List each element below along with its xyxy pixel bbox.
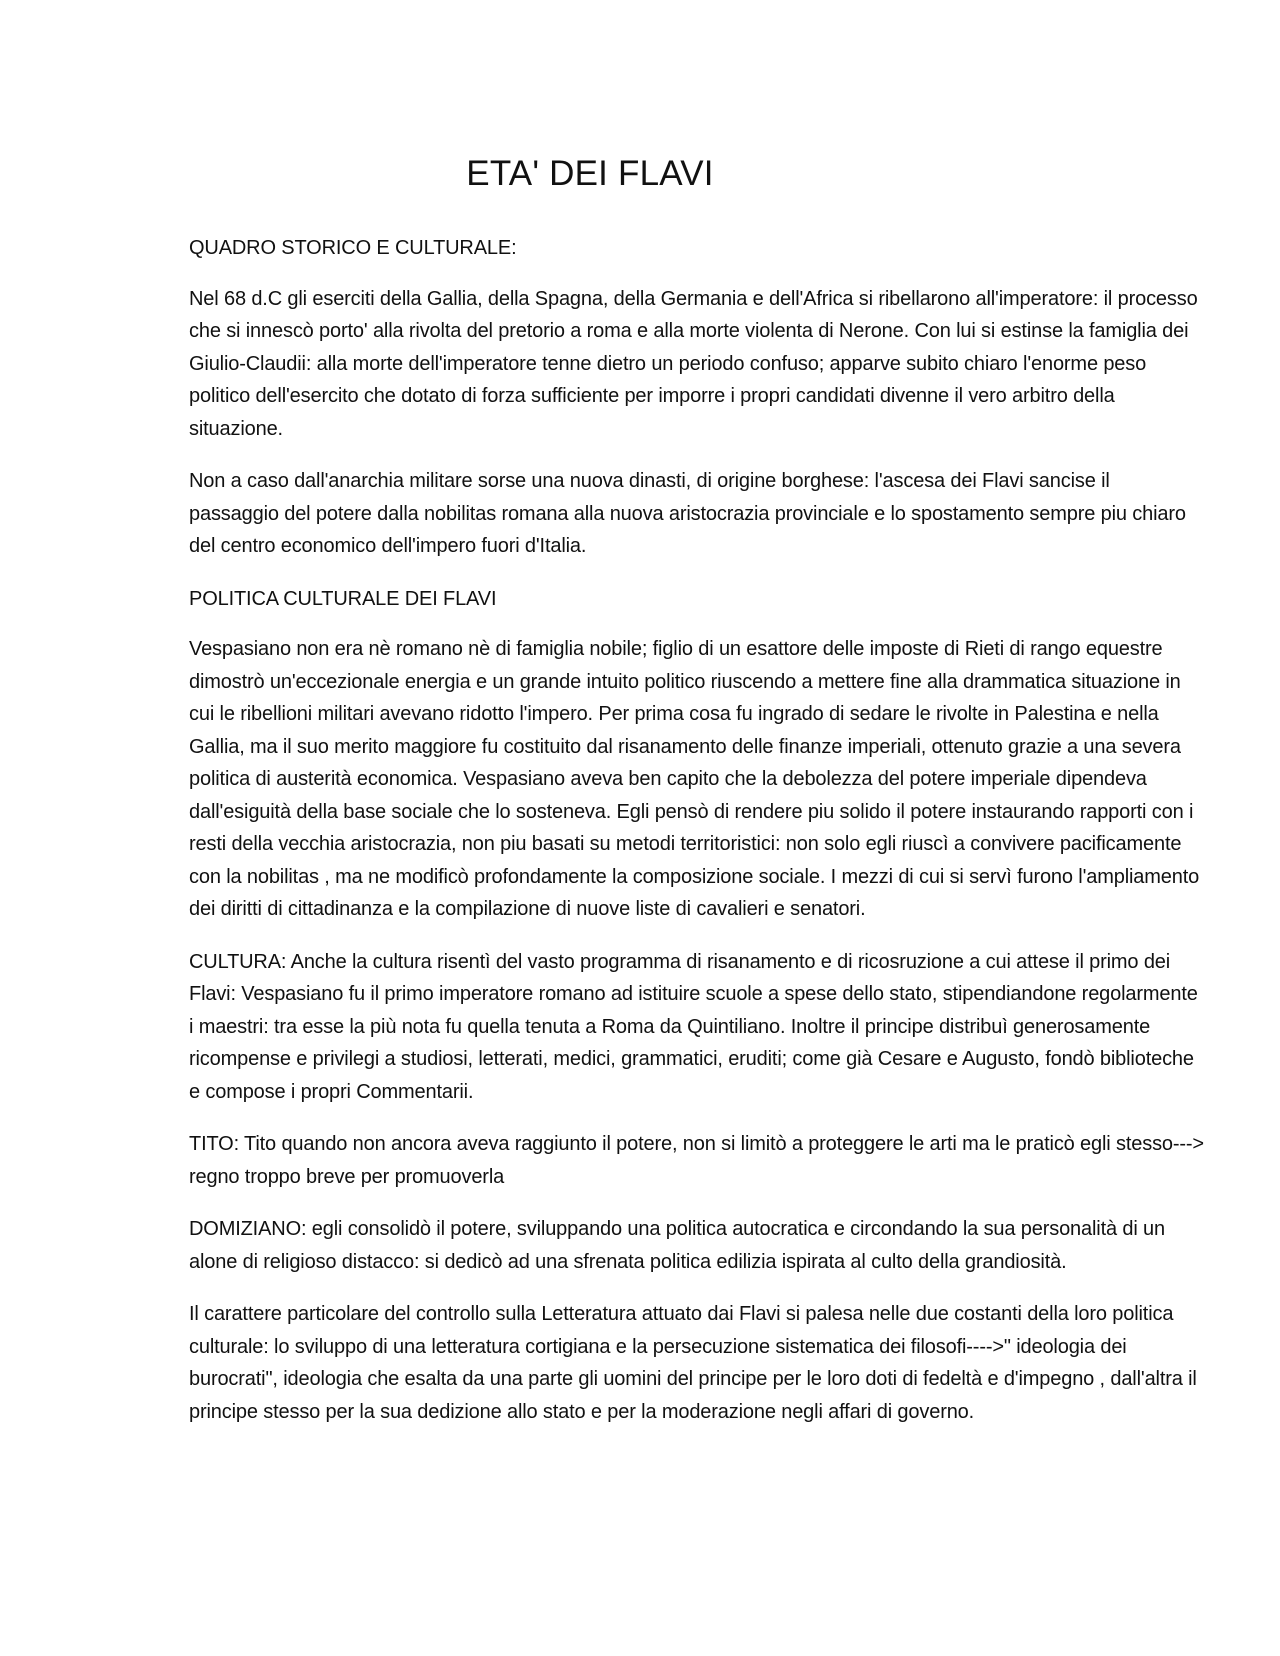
paragraph-cultura: CULTURA: Anche la cultura risentì del vasto programma di risanamento e di ricosruzione a cui attese il primo dei Flavi: Vespasiano fu il primo imperatore romano ad istituire scuole a spese dello stato, stipendiandone regolarmente i maestri: tra esse la più nota fu quella tenuta a Roma da Quintiliano. Inoltre il principe distribuì generosamente ricompense e privilegi a studiosi, letterati, medici, grammatici, eruditi; come già Cesare e Augusto, fondò biblioteche e compose i propri Commentarii. [189, 950, 1198, 1103]
paragraph-tito: TITO: Tito quando non ancora aveva raggiunto il potere, non si limitò a proteggere le arti ma le praticò egli stesso---> regno troppo breve per promuoverla [189, 1133, 1204, 1188]
paragraph-vespasiano: Vespasiano non era nè romano nè di famiglia nobile; figlio di un esattore delle imposte di Rieti di rango equestre dimostrò un'eccezionale energia e un grande intuito politico riuscendo a mettere fine alla drammatica situazione in cui le ribellioni militari avevano ridotto l'impero. Per prima cosa fu ingrado di sedare le rivolte in Palestina e nella Gallia, ma il suo merito maggiore fu costituito dal risanamento delle finanze imperiali, ottenuto grazie a una severa politica di austerità economica. Vespasiano aveva ben capito che la debolezza del potere imperiale dipendeva dall'esiguità della base sociale che lo sosteneva. Egli pensò di rendere piu solido il potere instaurando rapporti con i resti della vecchia aristocrazia, non piu basati su metodi territoristici: non solo egli riuscì a convivere pacificamente con la nobilitas , ma ne modificò profondamente la composizione sociale. I mezzi di cui si servì furono l'ampliamento dei diritti di cittadinanza e la compilazione di nuove liste di cavalieri e senatori. [189, 638, 1200, 920]
paragraph-nerone: Nel 68 d.C gli eserciti della Gallia, della Spagna, della Germania e dell'Africa si ribellarono all'imperatore: il processo che si innescò porto' alla rivolta del pretorio a roma e alla morte violenta di Nerone. Con lui si estinse la famiglia dei Giulio-Claudii: alla morte dell'imperatore tenne dietro un periodo confuso; apparve subito chiaro l'enorme peso politico dell'esercito che dotato di forza sufficiente per imporre i propri candidati divenne il vero arbitro della situazione. [189, 287, 1198, 440]
section-heading-politica-culturale: POLITICA CULTURALE DEI FLAVI [189, 587, 497, 610]
section-heading-quadro-storico: QUADRO STORICO E CULTURALE: [189, 237, 517, 259]
document-body [189, 232, 1204, 1448]
paragraph-letteratura-controllo: Il carattere particolare del controllo sulla Letteratura attuato dai Flavi si palesa nelle due costanti della loro politica culturale: lo sviluppo di una letteratura cortigiana e la persecuzione sistematica dei filosofi---->" ideologia dei burocrati", ideologia che esalta da una parte gli uomini del principe per le loro doti di fedeltà e d'impegno , dall'altra il principe stesso per la sua dedizione allo stato e per la moderazione negli affari di governo. [189, 1303, 1197, 1423]
document-title: ETA' DEI FLAVI [466, 154, 714, 193]
paragraph-domiziano: DOMIZIANO: egli consolidò il potere, sviluppando una politica autocratica e circondando la sua personalità di un alone di religioso distacco: si dedicò ad una sfrenata politica edilizia ispirata al culto della grandiosità. [189, 1218, 1165, 1273]
paragraph-anarchia-militare: Non a caso dall'anarchia militare sorse una nuova dinasti, di origine borghese: l'ascesa dei Flavi sancise il passaggio del potere dalla nobilitas romana alla nuova aristocrazia provinciale e lo spostamento sempre piu chiaro del centro economico dell'impero fuori d'Italia. [189, 470, 1186, 557]
